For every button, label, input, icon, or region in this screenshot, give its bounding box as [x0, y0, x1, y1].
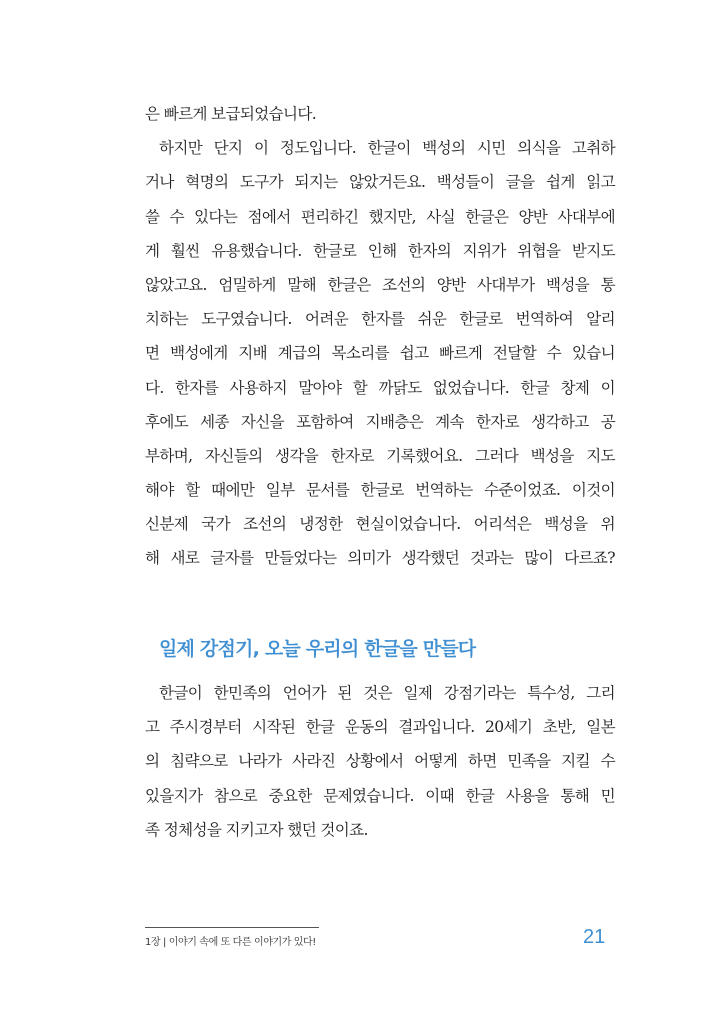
text-line: 다. 한자를 사용하지 말아야 할 까닭도 없었습니다. 한글 창제 이: [145, 378, 615, 397]
text-line: 해 새로 글자를 만들었다는 의미가 생각했던 것과는 많이 다르죠?: [145, 549, 615, 568]
section-body-text: [145, 676, 615, 847]
text-line: 한글이 한민족의 언어가 된 것은 일제 강점기라는 특수성, 그리: [159, 684, 615, 702]
text-line: 게 훨씬 유용했습니다. 한글로 인해 한자의 지위가 위협을 받지도: [145, 241, 615, 260]
text-line: 해야 할 때에만 일부 문서를 한글로 번역하는 수준이었죠. 이것이: [145, 481, 615, 500]
text-line: 하지만 단지 이 정도입니다. 한글이 백성의 시민 의식을 고취하: [159, 139, 615, 158]
text-line: 후에도 세종 자신을 포함하여 지배층은 계속 한자로 생각하고 공: [145, 412, 615, 431]
text-line: 족 정체성을 지키고자 했던 것이죠.: [145, 820, 368, 839]
text-line: 거나 혁명의 도구가 되지는 않았거든요. 백성들이 글을 쉽게 읽고: [145, 173, 615, 192]
running-title: 1장 | 이야기 속에 또 다른 이야기가 있다!: [145, 937, 316, 948]
text-line: 치하는 도구였습니다. 어려운 한자를 쉬운 한글로 번역하여 알리: [145, 310, 615, 329]
text-line: 않았고요. 엄밀하게 말해 한글은 조선의 양반 사대부가 백성을 통: [145, 275, 615, 294]
text-line: 고 주시경부터 시작된 한글 운동의 결과입니다. 20세기 초반, 일본: [145, 718, 615, 737]
text-line: 쓸 수 있다는 점에서 편리하긴 했지만, 사실 한글은 양반 사대부에: [145, 207, 615, 226]
footer-divider: [145, 927, 319, 928]
text-line: 은 빠르게 보급되었습니다.: [145, 105, 317, 123]
section-heading: 일제 강점기, 오늘 우리의 한글을 만들다: [159, 638, 476, 660]
text-line: 신분제 국가 조선의 냉정한 현실이었습니다. 어리석은 백성을 위: [145, 515, 615, 534]
text-line: 있을지가 참으로 중요한 문제였습니다. 이때 한글 사용을 통해 민: [145, 786, 615, 805]
body-text: [145, 97, 615, 576]
text-line: 의 침략으로 나라가 사라진 상황에서 어떻게 하면 민족을 지킬 수: [145, 752, 615, 771]
page-number: 21: [583, 926, 606, 948]
text-line: 면 백성에게 지배 계급의 목소리를 쉽고 빠르게 전달할 수 있습니: [145, 344, 615, 363]
text-line: 부하며, 자신들의 생각을 한자로 기록했어요. 그러다 백성을 지도: [145, 446, 615, 465]
